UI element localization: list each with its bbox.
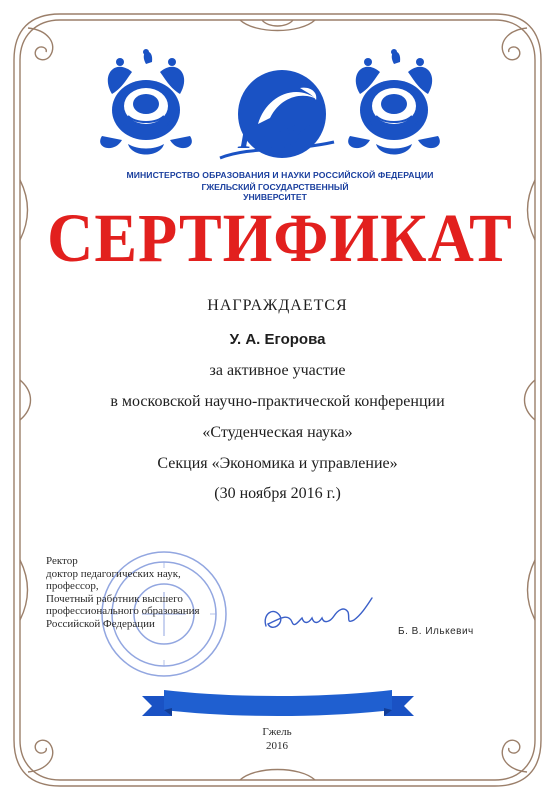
university-name: ГЖЕЛЬСКИЙ ГОСУДАРСТВЕННЫЙ УНИВЕРСИТЕТ: [201, 182, 349, 202]
university-emblem-icon: [210, 66, 342, 168]
rector-line: Почетный работник высшего: [46, 592, 183, 605]
section-name: Секция «Экономика и управление»: [157, 455, 398, 472]
body-text-line: в московской научно-практической конференции: [110, 393, 445, 410]
certificate-title: СЕРТИФИКАТ: [47, 199, 513, 276]
signer-name: Б. В. Илькевич: [398, 626, 474, 637]
awarded-label: НАГРАЖДАЕТСЯ: [207, 297, 348, 314]
rector-line: Российской Федерации: [46, 617, 155, 630]
gzhel-flower-icon: [340, 44, 448, 162]
footer-city: Гжель: [262, 726, 292, 738]
conference-name: «Студенческая наука»: [202, 424, 353, 441]
rector-line: доктор педагогических наук,: [46, 567, 181, 580]
footer-year: 2016: [266, 740, 288, 752]
recipient-name: У. А. Егорова: [229, 331, 326, 348]
body-text-line: за активное участие: [209, 362, 346, 379]
rector-line: профессор,: [46, 580, 99, 593]
rector-line: профессионального образования: [46, 605, 200, 618]
ministry-name: МИНИСТЕРСТВО ОБРАЗОВАНИЯ И НАУКИ РОССИЙСКОЙ ФЕДЕРАЦИИ: [126, 170, 434, 180]
rector-title: [46, 555, 236, 631]
gzhel-flower-icon: [92, 44, 200, 162]
rector-line: Ректор: [46, 555, 78, 567]
event-date: (30 ноября 2016 г.): [214, 485, 341, 502]
ribbon-banner-icon: [142, 688, 414, 720]
signature-icon: [258, 592, 378, 642]
emblem-letters: ГГУ: [238, 116, 307, 156]
